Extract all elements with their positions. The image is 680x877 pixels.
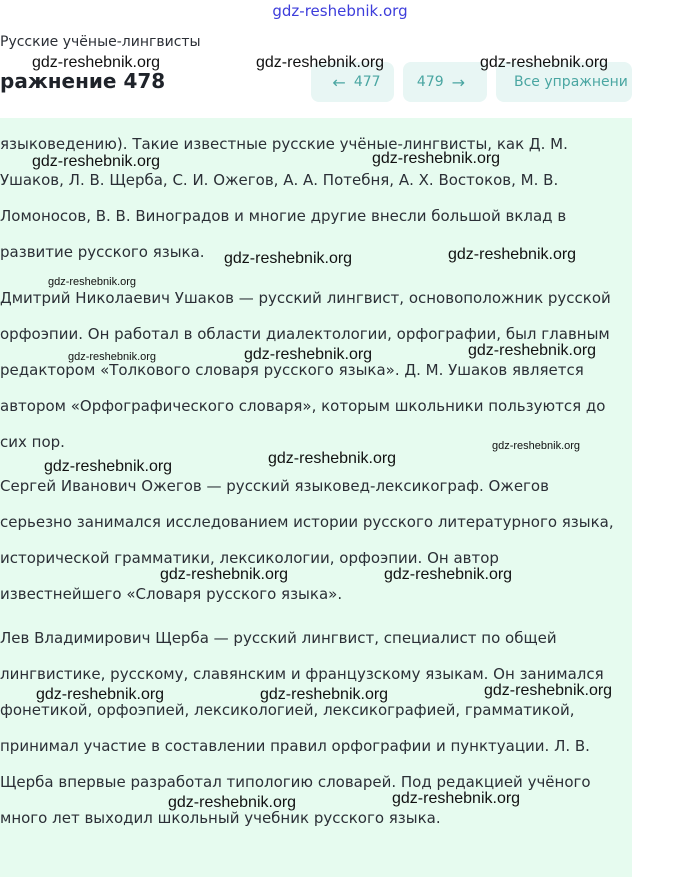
watermark: gdz-reshebnik.org [480,54,609,71]
watermark: gdz-reshebnik.org [492,440,581,452]
answer-paragraph: языковедению). Такие известные русские учёные-лингвисты, как Д. М. Ушаков, Л. В. Щерба, С. И. Ожегов, А. А. Потебня, А. Х. Востоков, М. В. Ломоносов, В. В. Виноградов и многие другие внесли большой вклад в развитие русского языка. [0,135,568,261]
watermark: gdz-reshebnik.org [260,686,389,703]
next-exercise-label: 479 [416,74,444,90]
watermark: gdz-reshebnik.org [48,276,137,288]
answer-content [0,118,632,877]
watermark: gdz-reshebnik.org [168,794,297,811]
watermark: gdz-reshebnik.org [160,566,289,583]
site-banner[interactable]: gdz-reshebnik.org [272,2,408,20]
watermark: gdz-reshebnik.org [256,54,385,71]
breadcrumb[interactable]: Русские учёные-лингвисты [0,34,201,50]
watermark: gdz-reshebnik.org [392,790,521,807]
watermark: gdz-reshebnik.org [384,566,513,583]
watermark: gdz-reshebnik.org [268,450,397,467]
page-title: ражнение 478 [0,69,166,93]
answer-paragraph: Дмитрий Николаевич Ушаков — русский лингвист, основоположник русской орфоэпии. Он работал в области диалектологии, орфографии, был главным редактором «Толкового словаря русского языка». Д. М. Ушаков является автором «Орфографического словаря», которым школьники пользуются до сих пор. [0,289,611,451]
all-exercises-label: Все упражнени [514,74,628,90]
watermark: gdz-reshebnik.org [68,351,157,363]
answer-paragraph: Сергей Иванович Ожегов — русский языковед-лексикограф. Ожегов серьезно занимался исследованием истории русского литературного языка, исторической грамматики, лексикологии, орфоэпии. Он автор известнейшего «Словаря русского языка». [0,477,614,603]
watermark: gdz-reshebnik.org [448,246,577,263]
watermark: gdz-reshebnik.org [372,150,501,167]
watermark: gdz-reshebnik.org [224,250,353,267]
watermark: gdz-reshebnik.org [244,346,373,363]
watermark: gdz-reshebnik.org [44,458,173,475]
prev-exercise-label: 477 [353,74,381,90]
answer-paragraph: Лев Владимирович Щерба — русский лингвист, специалист по общей лингвистике, русскому, славянским и французскому языкам. Он занимался фонетикой, орфоэпией, лексикологией, лексикографией, грамматикой, принимал участие в составлении правил орфографии и пунктуации. Л. В. Щерба впервые разработал типологию словарей. Под редакцией учёного много лет выходил школьный учебник русского языка. [0,629,604,827]
arrow-right-icon: → [451,72,466,92]
watermark: gdz-reshebnik.org [36,686,165,703]
arrow-left-icon: ← [332,72,346,92]
watermark: gdz-reshebnik.org [32,153,161,170]
watermark: gdz-reshebnik.org [468,342,597,359]
watermark: gdz-reshebnik.org [32,54,161,71]
watermark: gdz-reshebnik.org [484,682,613,699]
next-exercise-button[interactable] [403,62,487,102]
